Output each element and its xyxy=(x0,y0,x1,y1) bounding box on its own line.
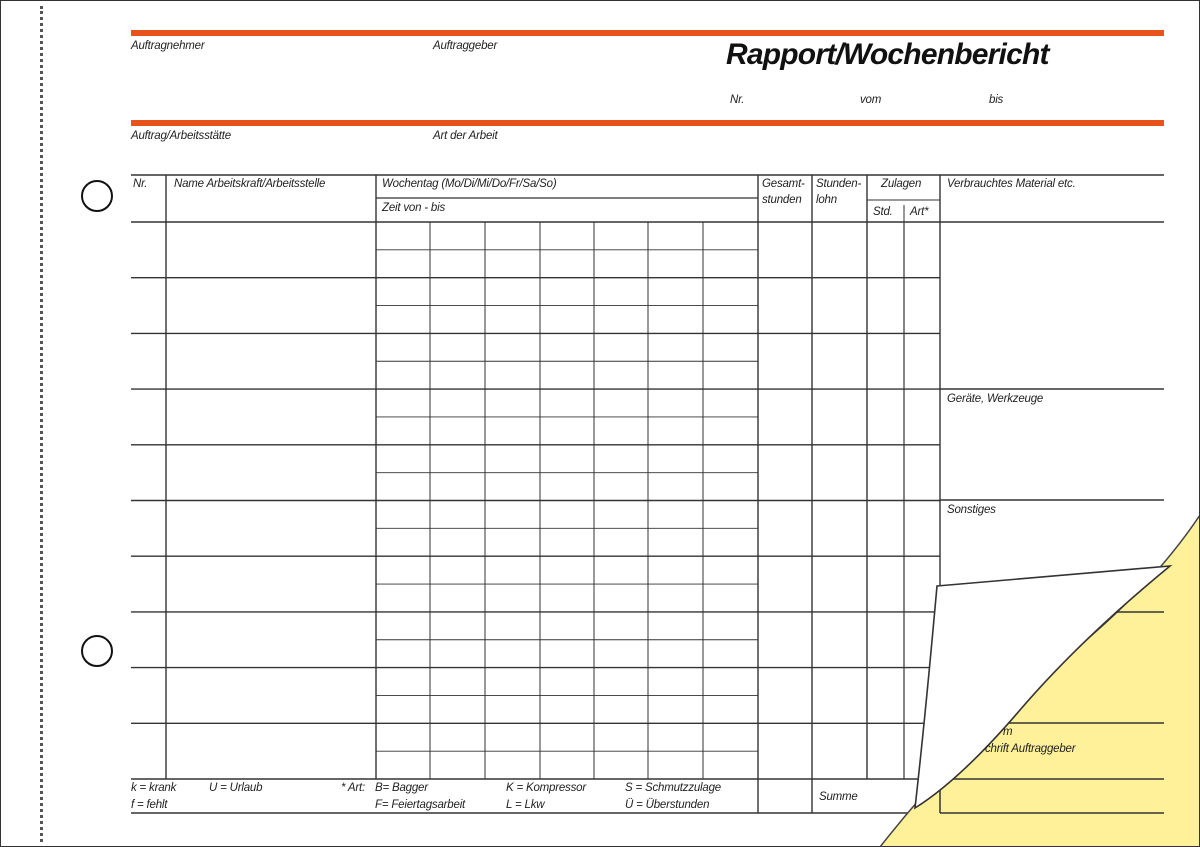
legend-fehlt: f = fehlt xyxy=(131,799,168,811)
legend-krank: k = krank xyxy=(131,782,177,794)
nr-label: Nr. xyxy=(730,94,745,106)
auftrag-label: Auftrag/Arbeitsstätte xyxy=(131,130,231,142)
form-title: Rapport/Wochenbericht xyxy=(726,38,1049,71)
legend-urlaub: U = Urlaub xyxy=(209,782,263,794)
unterschrift-partial-2: chrift Auftraggeber xyxy=(985,743,1076,755)
legend-bagger: B= Bagger xyxy=(375,782,428,794)
legend-art-prefix: * Art: xyxy=(341,782,365,794)
col-zulagen-header: Zulagen xyxy=(881,178,922,190)
col-stundenlohn-header-2: lohn xyxy=(816,194,837,206)
art-der-arbeit-label: Art der Arbeit xyxy=(433,130,498,142)
col-wochentag-header: Wochentag (Mo/Di/Mi/Do/Fr/Sa/So) xyxy=(382,178,557,190)
auftraggeber-label: Auftraggeber xyxy=(433,40,498,52)
bis-label: bis xyxy=(989,94,1004,106)
summe-label: Summe xyxy=(819,791,858,803)
legend-ueberstunden: Ü = Überstunden xyxy=(625,799,710,811)
legend-kompressor: K = Kompressor xyxy=(506,782,586,794)
col-gesamt-header-2: stunden xyxy=(762,194,802,206)
col-art-header: Art* xyxy=(910,206,929,218)
col-name-header: Name Arbeitskraft/Arbeitsstelle xyxy=(174,178,326,190)
vom-label: vom xyxy=(860,94,882,106)
col-std-header: Std. xyxy=(873,206,893,218)
legend-schmutzzulage: S = Schmutzzulage xyxy=(625,782,722,794)
legend-lkw: L = Lkw xyxy=(506,799,545,811)
auftragnehmer-label: Auftragnehmer xyxy=(131,40,205,52)
col-gesamt-header-1: Gesamt- xyxy=(762,178,805,190)
col-zeit-header: Zeit von - bis xyxy=(382,202,446,214)
unterschrift-partial-1: m xyxy=(1003,726,1013,738)
col-material-header: Verbrauchtes Material etc. xyxy=(947,178,1076,190)
col-nr-header: Nr. xyxy=(133,178,148,190)
legend-feiertag: F= Feiertagsarbeit xyxy=(375,799,466,811)
col-stundenlohn-header-1: Stunden- xyxy=(816,178,862,190)
sonstiges-label: Sonstiges xyxy=(947,504,996,516)
geraete-label: Geräte, Werkzeuge xyxy=(947,393,1044,405)
